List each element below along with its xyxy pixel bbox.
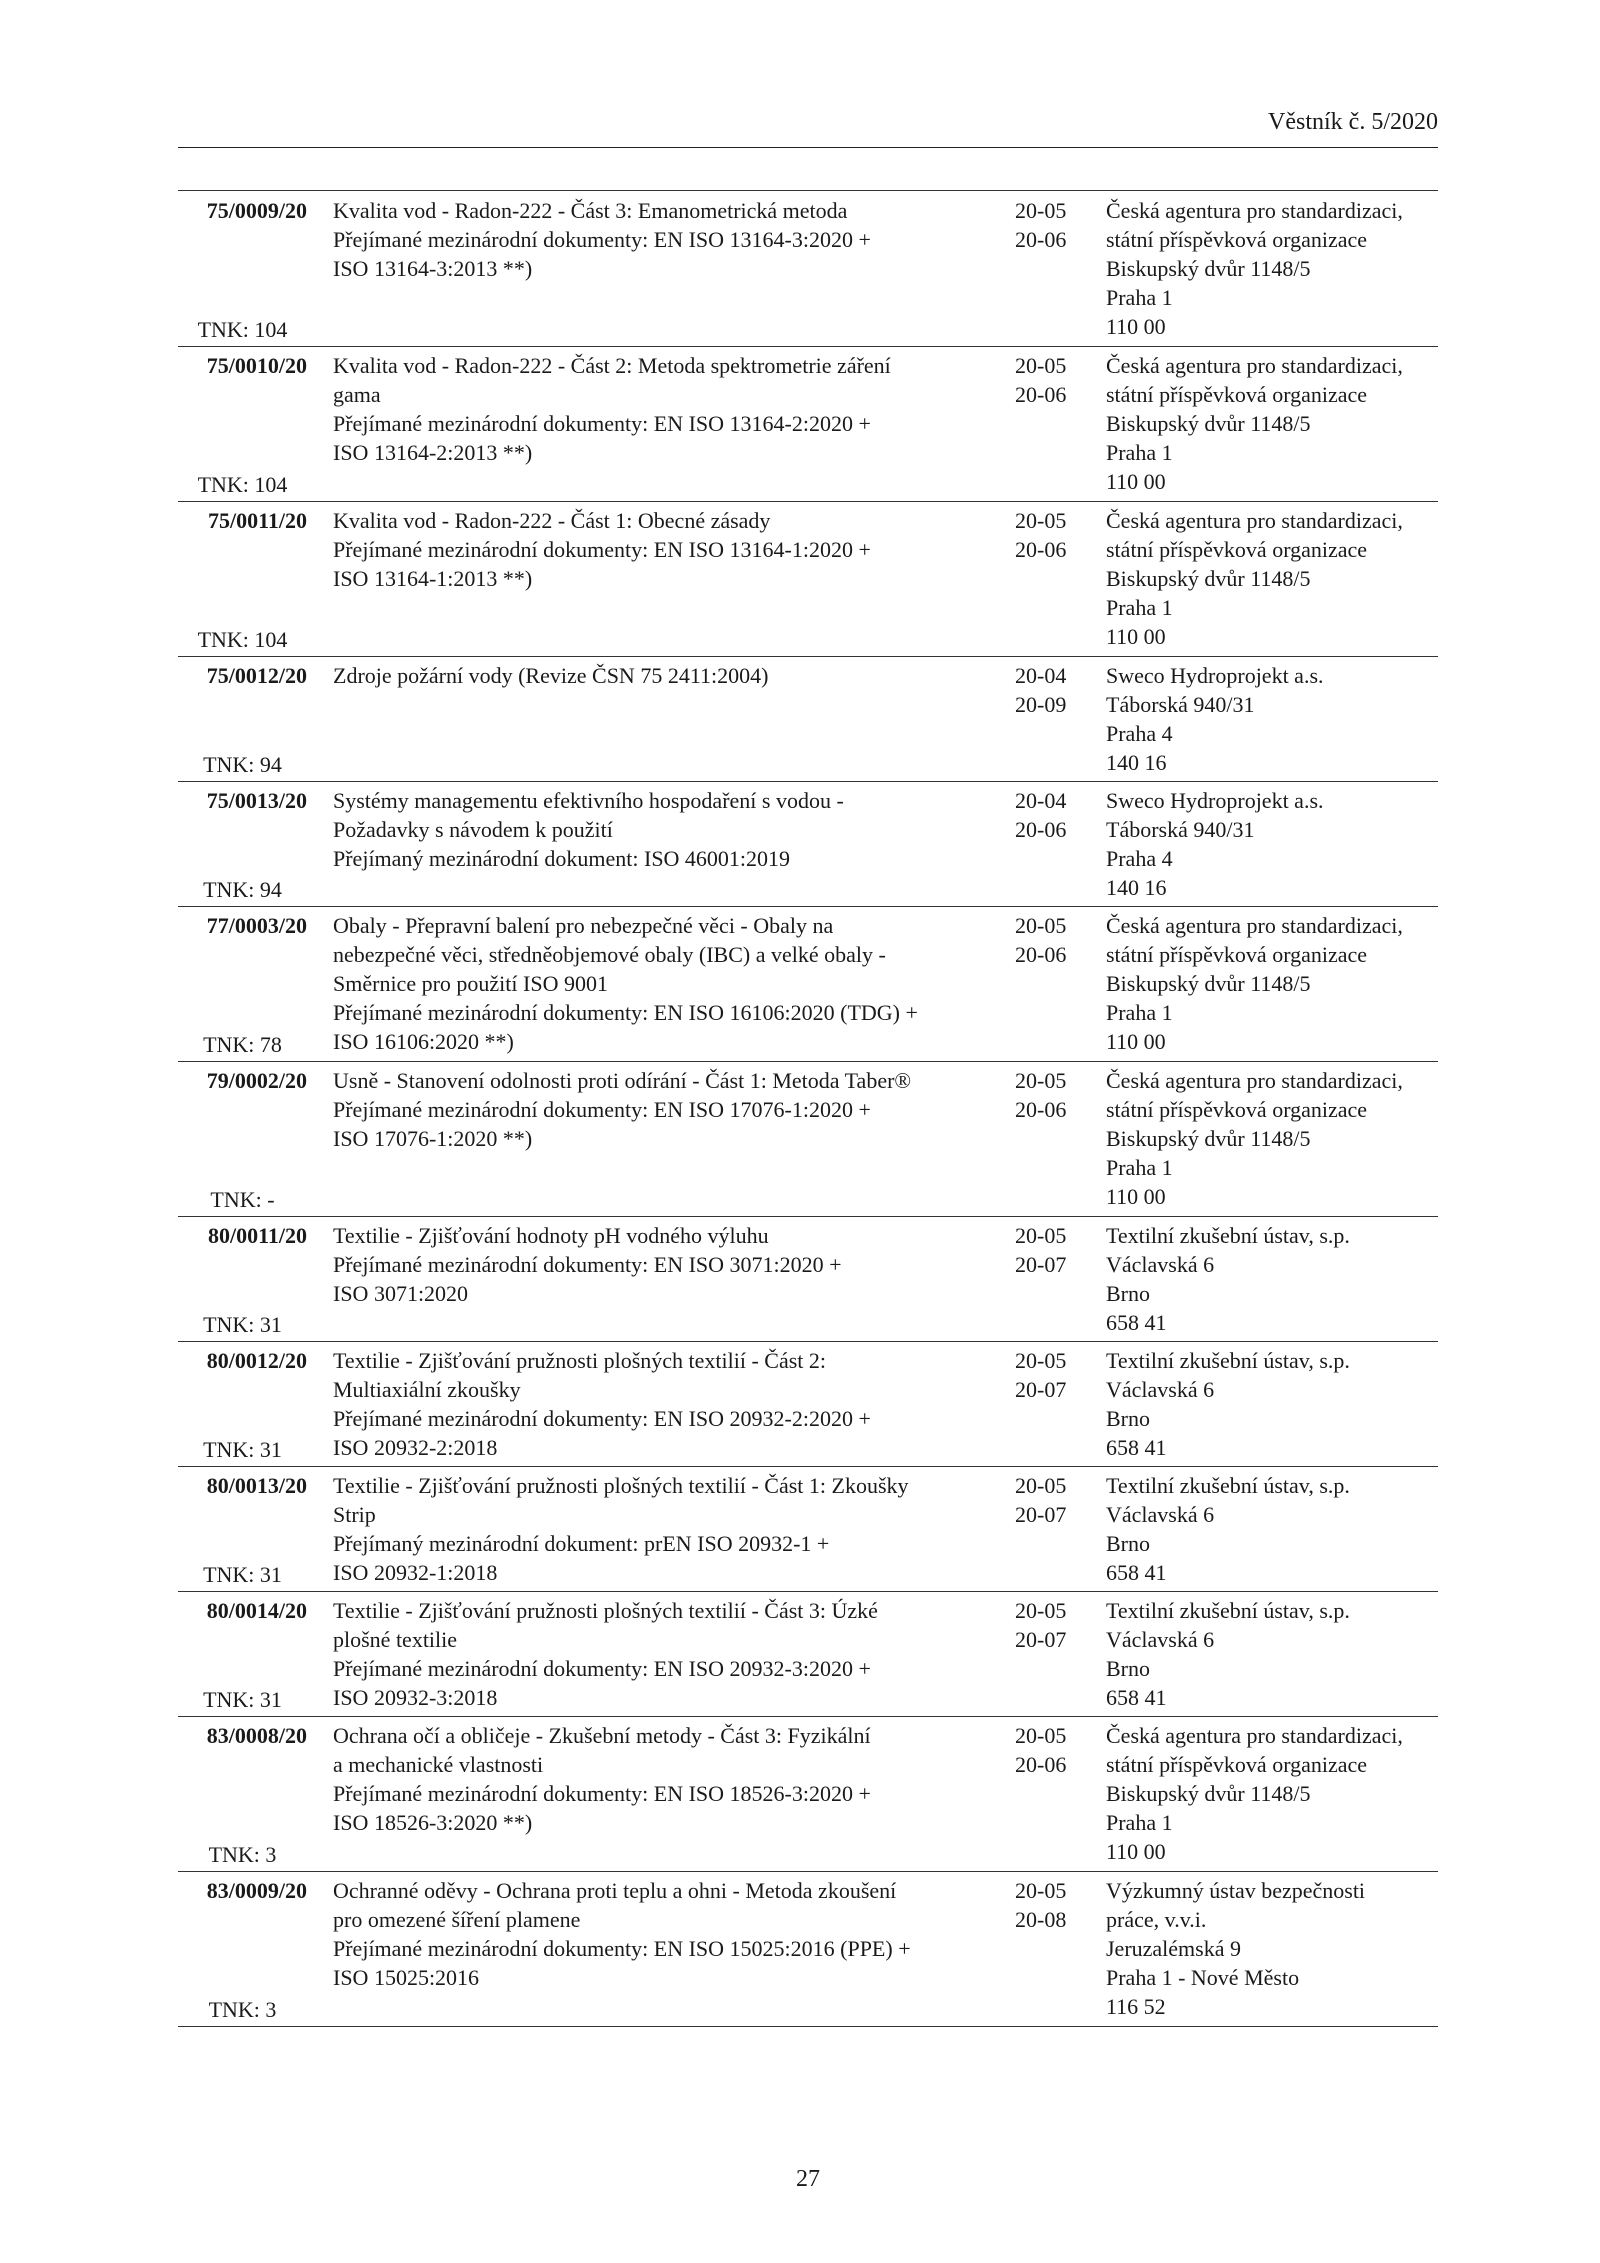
entry-title-line: pro omezené šíření plamene xyxy=(333,1907,581,1932)
entry-organization-line: Textilní zkušební ústav, s.p. xyxy=(1106,1348,1350,1373)
entry-date: 20-05 xyxy=(1015,1348,1067,1373)
entry-title-line: Přejímané mezinárodní dokumenty: EN ISO 20932-2:2020 + xyxy=(333,1406,871,1431)
entry-organization-line: 140 16 xyxy=(1106,875,1167,900)
entry-organization-line: Česká agentura pro standardizaci, xyxy=(1106,1723,1403,1748)
entry-organization-line: státní příspěvková organizace xyxy=(1106,942,1368,967)
entry-organization-line: Václavská 6 xyxy=(1106,1252,1215,1277)
entry-id: 75/0010/20 xyxy=(206,353,307,378)
table-row xyxy=(178,1062,1438,1217)
entry-date: 20-05 xyxy=(1015,1068,1067,1093)
entry-date: 20-04 xyxy=(1015,663,1067,688)
entry-date: 20-05 xyxy=(1015,1878,1067,1903)
entry-tnk: TNK: 31 xyxy=(203,1687,282,1712)
entry-title-line: Přejímané mezinárodní dokumenty: EN ISO 13164-2:2020 + xyxy=(333,411,871,436)
entry-title-line: Přejímané mezinárodní dokumenty: EN ISO 13164-1:2020 + xyxy=(333,537,871,562)
entry-organization-line: 658 41 xyxy=(1106,1685,1167,1710)
entry-title xyxy=(333,786,1028,873)
entry-organization-line: 658 41 xyxy=(1106,1560,1167,1585)
entry-organization-line: práce, v.v.i. xyxy=(1106,1907,1207,1932)
table-row xyxy=(178,1872,1438,2027)
entry-title-line: ISO 13164-1:2013 **) xyxy=(333,566,533,591)
entry-title-line: ISO 13164-3:2013 **) xyxy=(333,256,533,281)
entry-title-line: Textilie - Zjišťování pružnosti plošných textilií - Část 1: Zkoušky xyxy=(333,1473,909,1498)
entry-organization xyxy=(1106,1346,1438,1462)
page-number: 27 xyxy=(796,2166,820,2192)
entry-title-line: ISO 17076-1:2020 **) xyxy=(333,1126,533,1151)
entry-organization-line: 116 52 xyxy=(1106,1994,1166,2019)
entry-id: 75/0011/20 xyxy=(207,508,307,533)
entry-title-line: Kvalita vod - Radon-222 - Část 3: Emanometrická metoda xyxy=(333,198,848,223)
table-row xyxy=(178,192,1438,347)
entry-organization-line: Biskupský dvůr 1148/5 xyxy=(1106,566,1311,591)
entry-organization-line: Václavská 6 xyxy=(1106,1627,1215,1652)
entry-organization-line: Václavská 6 xyxy=(1106,1377,1215,1402)
entry-date: 20-05 xyxy=(1015,508,1067,533)
entry-id: 77/0003/20 xyxy=(206,913,307,938)
entry-title-line: ISO 15025:2016 xyxy=(333,1965,480,1990)
entry-tnk: TNK: - xyxy=(210,1187,275,1212)
entry-title xyxy=(333,1596,1028,1712)
entry-date: 20-06 xyxy=(1015,537,1067,562)
entry-title-line: ISO 20932-3:2018 xyxy=(333,1685,498,1710)
entry-title xyxy=(333,506,1028,593)
entry-organization-line: Brno xyxy=(1106,1281,1150,1306)
entry-title-line: a mechanické vlastnosti xyxy=(333,1752,544,1777)
entry-organization xyxy=(1106,1876,1438,2021)
entry-title-line: Ochrana očí a obličeje - Zkušební metody - Část 3: Fyzikální xyxy=(333,1723,871,1748)
entry-title-line: Usně - Stanovení odolnosti proti odírání - Část 1: Metoda Taber® xyxy=(333,1068,912,1093)
entry-title-line: Zdroje požární vody (Revize ČSN 75 2411:2004) xyxy=(333,663,769,688)
journal-header: Věstník č. 5/2020 xyxy=(1268,109,1438,135)
entry-title xyxy=(333,1471,1028,1587)
entry-organization-line: Česká agentura pro standardizaci, xyxy=(1106,508,1403,533)
entry-organization-line: Česká agentura pro standardizaci, xyxy=(1106,913,1403,938)
entry-title-line: Ochranné oděvy - Ochrana proti teplu a ohni - Metoda zkoušení xyxy=(333,1878,897,1903)
entry-title xyxy=(333,1721,1028,1837)
entry-title-line: Přejímaný mezinárodní dokument: prEN ISO 20932-1 + xyxy=(333,1531,830,1556)
entry-organization xyxy=(1106,351,1438,496)
table-row xyxy=(178,1592,1438,1717)
entry-title-line: Textilie - Zjišťování pružnosti plošných textilií - Část 3: Úzké xyxy=(333,1598,878,1623)
entry-organization-line: Praha 1 - Nové Město xyxy=(1106,1965,1300,1990)
entry-organization xyxy=(1106,1596,1438,1712)
table-row xyxy=(178,657,1438,782)
entry-id: 80/0014/20 xyxy=(206,1598,307,1623)
entry-date: 20-05 xyxy=(1015,1473,1067,1498)
entry-id: 80/0012/20 xyxy=(206,1348,307,1373)
entry-date: 20-06 xyxy=(1015,382,1067,407)
entry-organization-line: 110 00 xyxy=(1106,469,1166,494)
table-row xyxy=(178,1217,1438,1342)
entry-date: 20-07 xyxy=(1015,1627,1067,1652)
entry-organization-line: Textilní zkušební ústav, s.p. xyxy=(1106,1473,1350,1498)
entry-title-line: ISO 20932-1:2018 xyxy=(333,1560,498,1585)
entry-tnk: TNK: 104 xyxy=(197,472,288,497)
entry-organization-line: Václavská 6 xyxy=(1106,1502,1215,1527)
table-row xyxy=(178,907,1438,1062)
entry-title-line: ISO 3071:2020 xyxy=(333,1281,469,1306)
entry-tnk: TNK: 31 xyxy=(203,1312,282,1337)
entry-title-line: Přejímaný mezinárodní dokument: ISO 46001:2019 xyxy=(333,846,791,871)
entry-organization-line: 110 00 xyxy=(1106,314,1166,339)
entry-organization-line: 658 41 xyxy=(1106,1435,1167,1460)
entry-tnk: TNK: 31 xyxy=(203,1562,282,1587)
entry-title-line: ISO 16106:2020 **) xyxy=(333,1029,514,1054)
entry-id: 83/0009/20 xyxy=(206,1878,307,1903)
entry-date: 20-05 xyxy=(1015,1223,1067,1248)
entry-title-line: Obaly - Přepravní balení pro nebezpečné věci - Obaly na xyxy=(333,913,834,938)
table-row xyxy=(178,1717,1438,1872)
entry-date: 20-05 xyxy=(1015,353,1067,378)
table-row xyxy=(178,1467,1438,1592)
entry-organization-line: Česká agentura pro standardizaci, xyxy=(1106,1068,1403,1093)
entry-organization-line: Textilní zkušební ústav, s.p. xyxy=(1106,1598,1350,1623)
entry-organization-line: Biskupský dvůr 1148/5 xyxy=(1106,1126,1311,1151)
entry-date: 20-05 xyxy=(1015,198,1067,223)
table-row xyxy=(178,1342,1438,1467)
entry-title-line: Přejímané mezinárodní dokumenty: EN ISO 20932-3:2020 + xyxy=(333,1656,871,1681)
entry-title xyxy=(333,1066,1028,1153)
entry-date: 20-04 xyxy=(1015,788,1067,813)
entry-organization-line: 140 16 xyxy=(1106,750,1167,775)
entry-title-line: ISO 13164-2:2013 **) xyxy=(333,440,533,465)
entry-date: 20-06 xyxy=(1015,1752,1067,1777)
entry-date: 20-06 xyxy=(1015,1097,1067,1122)
entry-organization-line: Brno xyxy=(1106,1531,1150,1556)
entry-id: 75/0012/20 xyxy=(206,663,307,688)
entry-tnk: TNK: 78 xyxy=(203,1032,282,1057)
entry-id: 79/0002/20 xyxy=(206,1068,307,1093)
entry-organization xyxy=(1106,196,1438,341)
entry-organization xyxy=(1106,1721,1438,1866)
entry-date: 20-05 xyxy=(1015,913,1067,938)
entry-title-line: Textilie - Zjišťování hodnoty pH vodného výluhu xyxy=(333,1223,769,1248)
entry-organization-line: Brno xyxy=(1106,1656,1150,1681)
entry-organization xyxy=(1106,1221,1438,1337)
entry-title-line: Přejímané mezinárodní dokumenty: EN ISO 18526-3:2020 + xyxy=(333,1781,871,1806)
entry-organization-line: Biskupský dvůr 1148/5 xyxy=(1106,256,1311,281)
entry-title-line: plošné textilie xyxy=(333,1627,458,1652)
entry-date: 20-07 xyxy=(1015,1252,1067,1277)
entry-date: 20-08 xyxy=(1015,1907,1067,1932)
entry-organization-line: 110 00 xyxy=(1106,1839,1166,1864)
entry-organization xyxy=(1106,911,1438,1056)
header-rule xyxy=(178,147,1438,148)
entry-organization-line: Biskupský dvůr 1148/5 xyxy=(1106,1781,1311,1806)
entry-organization-line: Praha 1 xyxy=(1106,1000,1173,1025)
entry-title xyxy=(333,661,1028,690)
entry-organization-line: státní příspěvková organizace xyxy=(1106,382,1368,407)
entry-tnk: TNK: 94 xyxy=(203,877,282,902)
entry-title-line: Přejímané mezinárodní dokumenty: EN ISO 15025:2016 (PPE) + xyxy=(333,1936,911,1961)
entry-tnk: TNK: 31 xyxy=(203,1437,282,1462)
entry-organization-line: Táborská 940/31 xyxy=(1106,692,1255,717)
entry-id: 75/0013/20 xyxy=(206,788,307,813)
entry-organization-line: 110 00 xyxy=(1106,1184,1166,1209)
entry-date: 20-06 xyxy=(1015,817,1067,842)
entry-title-line: Přejímané mezinárodní dokumenty: EN ISO 13164-3:2020 + xyxy=(333,227,871,252)
entry-title-line: ISO 20932-2:2018 xyxy=(333,1435,498,1460)
entry-organization-line: 110 00 xyxy=(1106,624,1166,649)
entry-organization xyxy=(1106,1066,1438,1211)
entry-organization xyxy=(1106,1471,1438,1587)
entry-organization-line: Biskupský dvůr 1148/5 xyxy=(1106,971,1311,996)
entry-id: 83/0008/20 xyxy=(206,1723,307,1748)
entry-organization-line: státní příspěvková organizace xyxy=(1106,1752,1368,1777)
entry-title-line: Přejímané mezinárodní dokumenty: EN ISO 17076-1:2020 + xyxy=(333,1097,871,1122)
table-row xyxy=(178,502,1438,657)
entry-organization-line: Praha 4 xyxy=(1106,721,1173,746)
entry-title xyxy=(333,351,1028,467)
entry-organization-line: Praha 4 xyxy=(1106,846,1173,871)
entry-date: 20-07 xyxy=(1015,1377,1067,1402)
entry-organization-line: Textilní zkušební ústav, s.p. xyxy=(1106,1223,1350,1248)
entry-date: 20-06 xyxy=(1015,227,1067,252)
entry-title-line: Požadavky s návodem k použití xyxy=(333,817,613,842)
entry-tnk: TNK: 104 xyxy=(197,627,288,652)
entry-title-line: Multiaxiální zkoušky xyxy=(333,1377,521,1402)
entry-organization-line: Sweco Hydroprojekt a.s. xyxy=(1106,788,1324,813)
entry-title-line: nebezpečné věci, středněobjemové obaly (IBC) a velké obaly - xyxy=(333,942,886,967)
entry-title-line: ISO 18526-3:2020 **) xyxy=(333,1810,533,1835)
entry-organization-line: Praha 1 xyxy=(1106,440,1173,465)
entry-tnk: TNK: 3 xyxy=(208,1842,277,1867)
entry-title-line: Systémy managementu efektivního hospodaření s vodou - xyxy=(333,788,844,813)
entry-organization-line: Česká agentura pro standardizaci, xyxy=(1106,353,1403,378)
entry-organization-line: Biskupský dvůr 1148/5 xyxy=(1106,411,1311,436)
entry-title-line: Směrnice pro použití ISO 9001 xyxy=(333,971,608,996)
entry-id: 75/0009/20 xyxy=(206,198,307,223)
entry-organization-line: 658 41 xyxy=(1106,1310,1167,1335)
entry-organization-line: státní příspěvková organizace xyxy=(1106,1097,1368,1122)
entry-organization xyxy=(1106,786,1438,902)
entry-title xyxy=(333,196,1028,283)
entry-organization-line: Praha 1 xyxy=(1106,285,1173,310)
entry-organization-line: Praha 1 xyxy=(1106,595,1173,620)
entry-date: 20-05 xyxy=(1015,1598,1067,1623)
entry-title xyxy=(333,1221,1028,1308)
entry-id: 80/0011/20 xyxy=(207,1223,307,1248)
entry-title xyxy=(333,911,1028,1056)
entry-tnk: TNK: 3 xyxy=(208,1997,277,2022)
entry-title xyxy=(333,1346,1028,1462)
entry-date: 20-09 xyxy=(1015,692,1067,717)
entry-date: 20-07 xyxy=(1015,1502,1067,1527)
table-row xyxy=(178,782,1438,907)
entry-organization-line: Praha 1 xyxy=(1106,1155,1173,1180)
entry-organization-line: Česká agentura pro standardizaci, xyxy=(1106,198,1403,223)
entry-title-line: Kvalita vod - Radon-222 - Část 1: Obecné zásady xyxy=(333,508,771,533)
entry-organization-line: Jeruzalémská 9 xyxy=(1106,1936,1241,1961)
table-top-rule xyxy=(178,190,1438,191)
entry-organization-line: Sweco Hydroprojekt a.s. xyxy=(1106,663,1324,688)
entry-date: 20-06 xyxy=(1015,942,1067,967)
entry-tnk: TNK: 94 xyxy=(203,752,282,777)
entry-organization-line: Praha 1 xyxy=(1106,1810,1173,1835)
entry-date: 20-05 xyxy=(1015,1723,1067,1748)
entry-organization xyxy=(1106,661,1438,777)
entry-title-line: Přejímané mezinárodní dokumenty: EN ISO 3071:2020 + xyxy=(333,1252,842,1277)
entry-tnk: TNK: 104 xyxy=(197,317,288,342)
table-row xyxy=(178,347,1438,502)
entry-title xyxy=(333,1876,1028,1992)
entry-organization-line: Táborská 940/31 xyxy=(1106,817,1255,842)
entry-title-line: Textilie - Zjišťování pružnosti plošných textilií - Část 2: xyxy=(333,1348,827,1373)
standards-list xyxy=(178,192,1438,2027)
entry-organization-line: státní příspěvková organizace xyxy=(1106,227,1368,252)
entry-title-line: Přejímané mezinárodní dokumenty: EN ISO 16106:2020 (TDG) + xyxy=(333,1000,918,1025)
entry-organization-line: Brno xyxy=(1106,1406,1150,1431)
entry-title-line: Kvalita vod - Radon-222 - Část 2: Metoda spektrometrie záření xyxy=(333,353,891,378)
entry-organization-line: státní příspěvková organizace xyxy=(1106,537,1368,562)
entry-organization xyxy=(1106,506,1438,651)
entry-id: 80/0013/20 xyxy=(206,1473,307,1498)
entry-organization-line: Výzkumný ústav bezpečnosti xyxy=(1106,1878,1366,1903)
entry-title-line: gama xyxy=(333,382,381,407)
entry-title-line: Strip xyxy=(333,1502,376,1527)
entry-organization-line: 110 00 xyxy=(1106,1029,1166,1054)
